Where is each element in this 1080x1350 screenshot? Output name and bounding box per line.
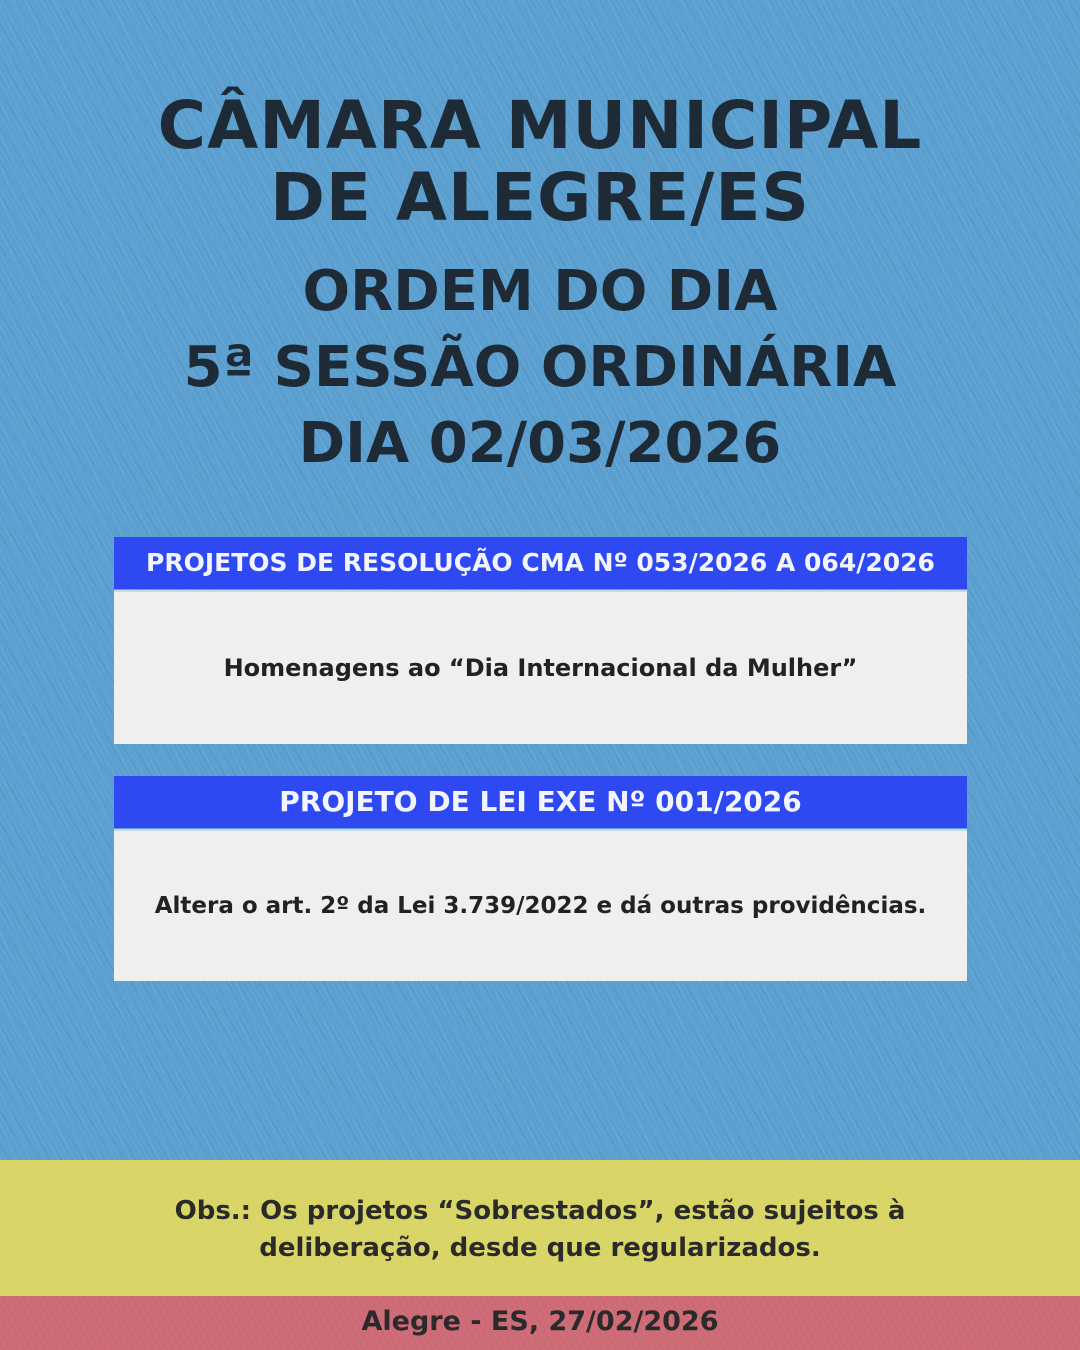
item-1-description xyxy=(114,590,967,744)
item-1-heading: PROJETOS DE RESOLUÇÃO CMA Nº 053/2026 A 064/2026 xyxy=(114,537,967,589)
observation-line1: Obs.: Os projetos “Sobrestados”, estão sujeitos à xyxy=(174,1196,906,1226)
item-1-description-text: Homenagens ao “Dia Internacional da Mulher” xyxy=(223,654,858,682)
session-title: 5ª SESSÃO ORDINÁRIA xyxy=(183,335,897,400)
footer-place-date: Alegre - ES, 27/02/2026 xyxy=(361,1306,719,1337)
agenda-title: ORDEM DO DIA xyxy=(302,259,778,324)
institution-title-line1: CÂMARA MUNICIPAL xyxy=(157,87,923,164)
observation-note xyxy=(0,1193,1080,1267)
item-2-description xyxy=(114,829,967,981)
item-2-description-text: Altera o art. 2º da Lei 3.739/2022 e dá outras providências. xyxy=(154,893,927,919)
session-date: DIA 02/03/2026 xyxy=(298,411,782,476)
observation-line2: deliberação, desde que regularizados. xyxy=(259,1233,821,1263)
item-2-heading: PROJETO DE LEI EXE Nº 001/2026 xyxy=(114,776,967,828)
institution-title-line2: DE ALEGRE/ES xyxy=(270,159,810,236)
